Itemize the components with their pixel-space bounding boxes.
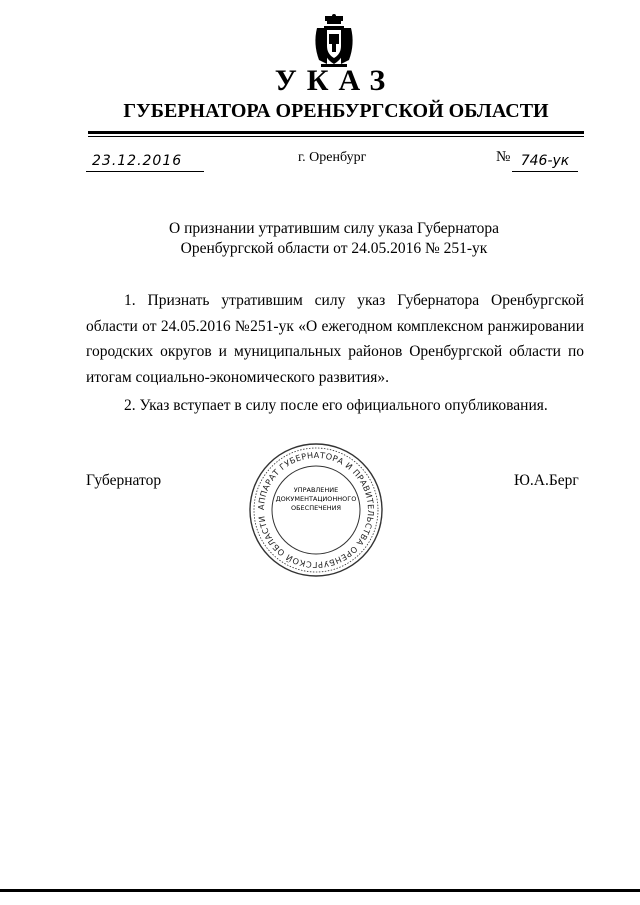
header-rule-thin: [88, 136, 584, 137]
document-city: г. Оренбург: [298, 150, 367, 165]
document-number-label: №: [496, 149, 511, 165]
body-paragraph-2: 2. Указ вступает в силу после его официального опубликования.: [124, 397, 548, 414]
header-rule-thick: [88, 131, 584, 134]
stamp-center-line-2: ДОКУМЕНТАЦИОННОГО: [275, 495, 357, 503]
stamp-center-line-1: УПРАВЛЕНИЕ: [293, 486, 339, 494]
document-heading: [140, 219, 528, 259]
stamp-center-line-3: ОБЕСПЕЧЕНИЯ: [290, 504, 342, 512]
stamp-ring-text: АППАРАТ ГУБЕРНАТОРА И ПРАВИТЕЛЬСТВА ОРЕНБУРГСКОЙ ОБЛАСТИ: [255, 449, 377, 571]
signature-name: Ю.А.Берг: [514, 472, 579, 489]
coat-of-arms-icon: [313, 14, 355, 68]
document-number: 746-ук: [512, 151, 578, 172]
footer-rule: [0, 889, 640, 892]
document-date: 23.12.2016: [86, 150, 204, 172]
issuer-title: ГУБЕРНАТОРА ОРЕНБУРГСКОЙ ОБЛАСТИ: [123, 100, 549, 122]
heading-line-2: Оренбургской области от 24.05.2016 № 251-ук: [180, 240, 488, 257]
heading-line-1: О признании утратившим силу указа Губернатора: [169, 220, 499, 237]
signature-title: Губернатор: [86, 472, 162, 489]
body-paragraph-1: 1. Признать утратившим силу указ Губернатора Оренбургской области от 24.05.2016 №251-ук «О ежегодном комплексном ранжировании городских округов и муниципальных районов Оренбургской области по итогам социально-экономического развития».: [86, 292, 584, 386]
document-type-title: УКАЗ: [274, 64, 396, 97]
document-body: [86, 288, 584, 419]
stamp-center-text: [270, 486, 362, 513]
